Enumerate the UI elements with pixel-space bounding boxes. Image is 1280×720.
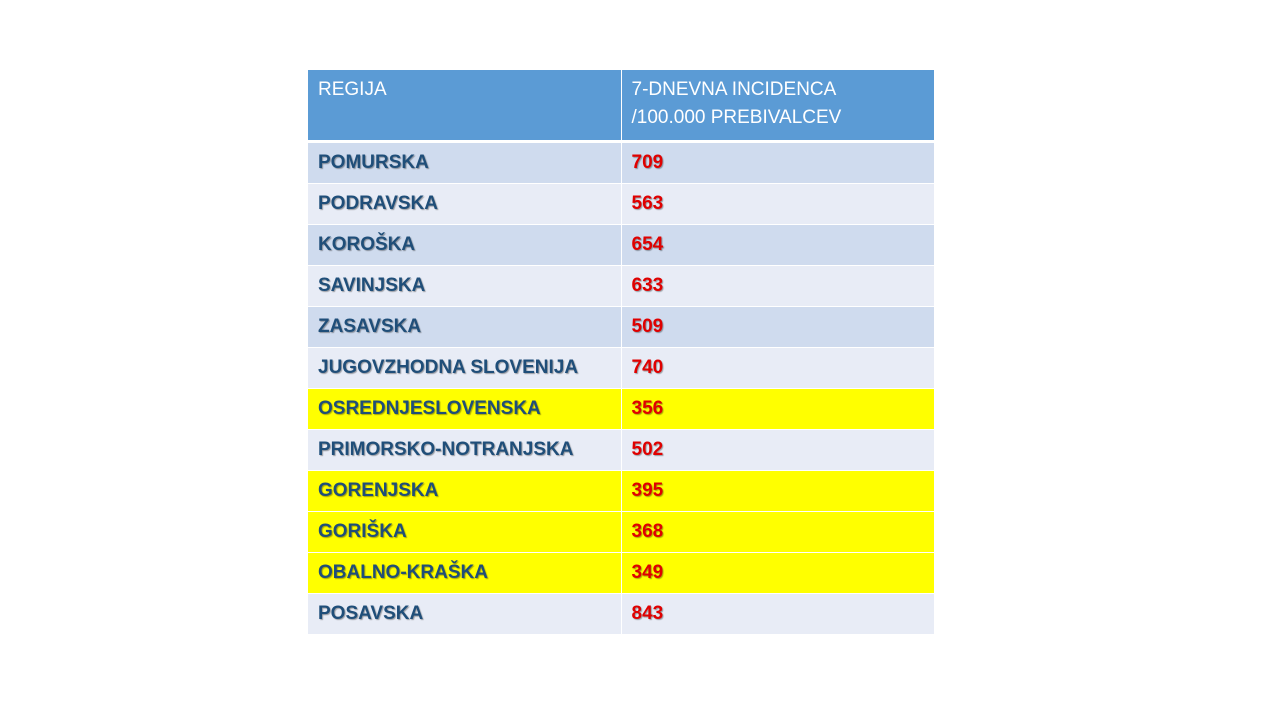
header-incidence-line1: 7-DNEVNA INCIDENCA xyxy=(631,79,837,100)
incidence-value: 395 xyxy=(621,471,934,512)
table-row xyxy=(308,553,934,594)
table-row xyxy=(308,142,934,184)
region-name: OBALNO-KRAŠKA xyxy=(308,553,621,594)
region-name: OSREDNJESLOVENSKA xyxy=(308,389,621,430)
table-row xyxy=(308,512,934,553)
region-name: SAVINJSKA xyxy=(308,266,621,307)
table-row xyxy=(308,266,934,307)
incidence-value: 502 xyxy=(621,430,934,471)
region-name: PRIMORSKO-NOTRANJSKA xyxy=(308,430,621,471)
table-row xyxy=(308,184,934,225)
table-row xyxy=(308,594,934,635)
incidence-value: 633 xyxy=(621,266,934,307)
table-row xyxy=(308,225,934,266)
table-row xyxy=(308,389,934,430)
region-name: JUGOVZHODNA SLOVENIJA xyxy=(308,348,621,389)
incidence-table xyxy=(308,70,934,634)
table-row xyxy=(308,348,934,389)
region-name: GORENJSKA xyxy=(308,471,621,512)
table-header xyxy=(308,70,934,142)
incidence-value: 843 xyxy=(621,594,934,635)
region-name: POMURSKA xyxy=(308,142,621,184)
incidence-value: 654 xyxy=(621,225,934,266)
table-body xyxy=(308,142,934,635)
region-name: KOROŠKA xyxy=(308,225,621,266)
incidence-value: 509 xyxy=(621,307,934,348)
region-name: POSAVSKA xyxy=(308,594,621,635)
incidence-value: 563 xyxy=(621,184,934,225)
incidence-value: 368 xyxy=(621,512,934,553)
region-name: PODRAVSKA xyxy=(308,184,621,225)
table-row xyxy=(308,307,934,348)
header-region: REGIJA xyxy=(308,70,621,142)
incidence-value: 349 xyxy=(621,553,934,594)
region-name: ZASAVSKA xyxy=(308,307,621,348)
incidence-value: 740 xyxy=(621,348,934,389)
header-incidence-line2: /100.000 PREBIVALCEV xyxy=(631,107,842,128)
table-row xyxy=(308,471,934,512)
header-row xyxy=(308,70,934,142)
incidence-value: 356 xyxy=(621,389,934,430)
header-incidence xyxy=(621,70,934,142)
incidence-value: 709 xyxy=(621,142,934,184)
region-name: GORIŠKA xyxy=(308,512,621,553)
table-row xyxy=(308,430,934,471)
